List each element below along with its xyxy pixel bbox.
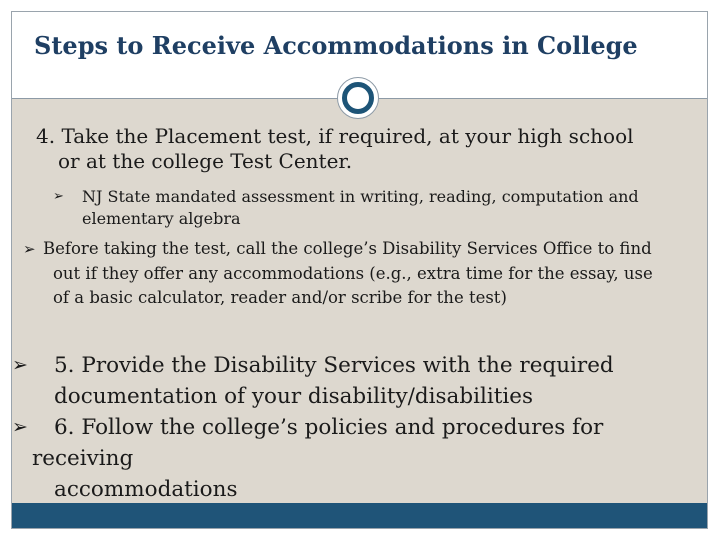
bullet-before-test bbox=[43, 237, 693, 311]
step-5-line-1: 5. Provide the Disability Services with the required bbox=[54, 353, 614, 378]
step-4-line-1: 4. Take the Placement test, if required, at your high school bbox=[36, 124, 634, 148]
step-5-text bbox=[32, 350, 692, 412]
bottom-accent-bar bbox=[12, 503, 707, 528]
sub-bullet-assessment bbox=[82, 186, 682, 230]
before-test-line-3: of a basic calculator, reader and/or scribe for the test) bbox=[53, 288, 507, 307]
arrow-bullet-icon: ➢ bbox=[23, 240, 36, 258]
step-6-line-2: accommodations bbox=[54, 477, 238, 502]
arrow-bullet-icon: ➢ bbox=[12, 416, 28, 438]
circle-ornament-icon bbox=[337, 77, 379, 119]
step-4-text bbox=[36, 124, 676, 174]
sub-bullet-line-1: NJ State mandated assessment in writing, reading, computation and bbox=[82, 187, 639, 206]
step-5-line-2: documentation of your disability/disabilities bbox=[54, 384, 534, 409]
arrow-bullet-icon: ➢ bbox=[53, 189, 64, 204]
before-test-line-1: Before taking the test, call the college’s Disability Services Office to find bbox=[43, 239, 652, 258]
step-6-line-1: 6. Follow the college’s policies and procedures for receiving bbox=[32, 415, 604, 471]
arrow-bullet-icon: ➢ bbox=[12, 354, 28, 376]
slide-title: Steps to Receive Accommodations in College bbox=[34, 31, 638, 60]
step-6-text bbox=[32, 412, 692, 505]
sub-bullet-line-2: elementary algebra bbox=[82, 209, 241, 228]
before-test-line-2: out if they offer any accommodations (e.g., extra time for the essay, use bbox=[53, 263, 653, 283]
step-4-line-2: or at the college Test Center. bbox=[58, 149, 353, 173]
